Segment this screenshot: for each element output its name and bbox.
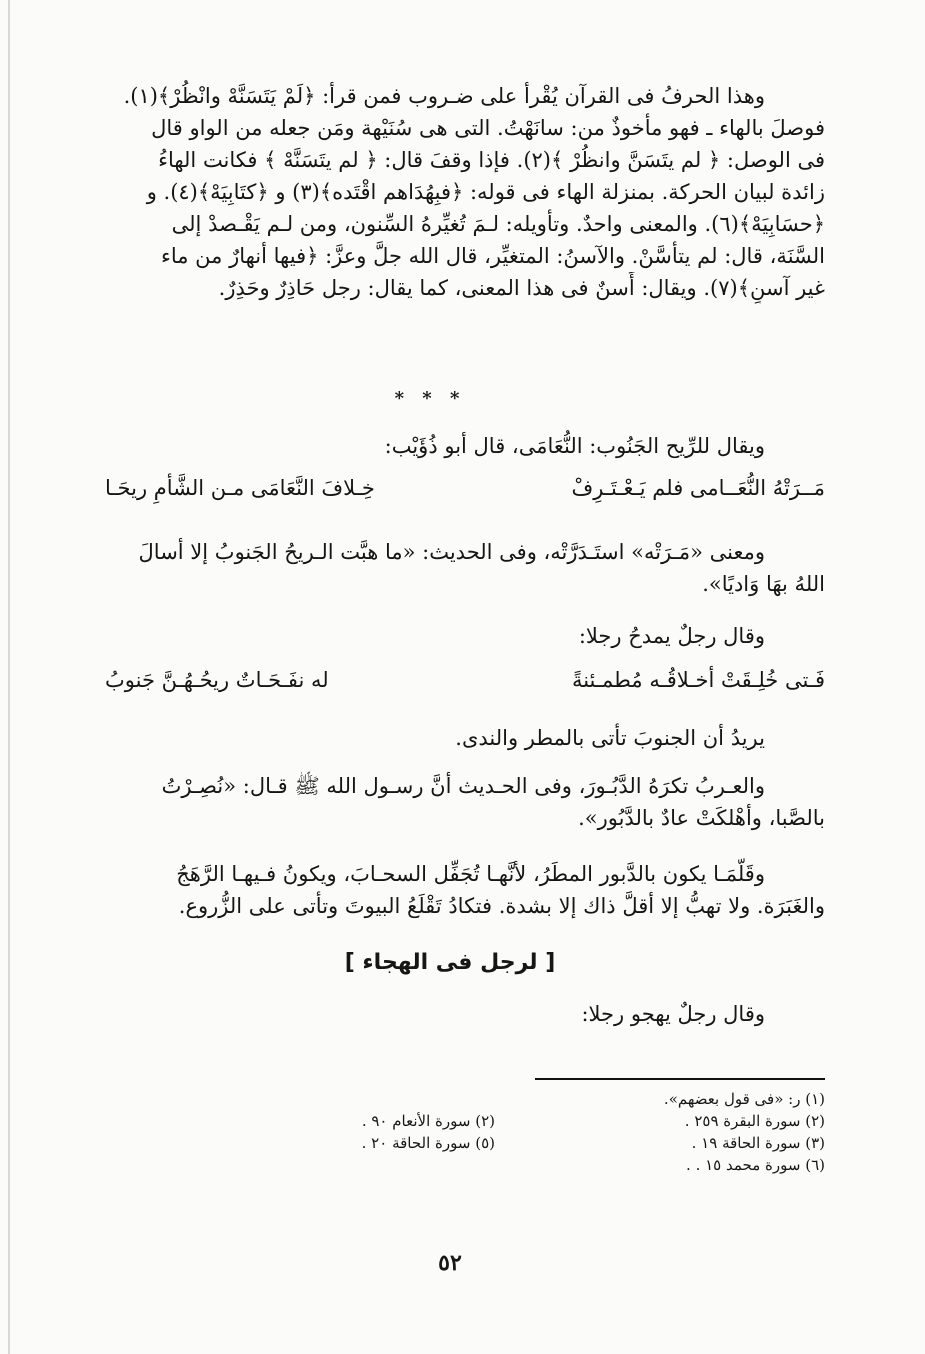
text-line: وقال رجلٌ يهجو رجلا: — [581, 1002, 765, 1026]
text-line: ومعنى «مَـرَتْه» استَـدَرَّتْه، وفى الحديث: «ما هبَّت الـريحُ الجَنوبُ إلا أسالَ — [138, 540, 765, 564]
verse-hemistich-first: فَـتى خُلِـقَتْ أخـلاقُـه مُطمـئنةً — [571, 668, 825, 692]
footnote: (٦) سورة محمد ١٥ . . — [686, 1156, 825, 1174]
footnote: (٢) سورة الأنعام ٩٠ . — [361, 1112, 495, 1130]
text-line: زائدة لبيان الحركة. بمنزلة الهاء فى قوله: ﴿فبِهُدَاهم اقْتَده﴾(٣) و ﴿كتَابِيَهْ﴾(٤). و — [146, 180, 825, 204]
verse-hemistich-second: خِـلافَ النَّعَامَى مـن الشَّأْمِ ريحَـا — [105, 476, 375, 500]
text-line: غير آسنٍ﴾(٧). ويقال: أَسنٌ فى هذا المعنى، كما يقال: رجل حَاذِرٌ وحَذِرٌ. — [218, 276, 825, 300]
paragraph-explain-2 — [105, 722, 825, 754]
text-line: اللهُ بهَا وَاديًا». — [702, 572, 825, 596]
text-line: والغَبَرَة. ولا تهبُّ إلا أقلَّ ذاك إلا بشدة. فتكادُ تَقْلَعُ البيوتَ وتأتى على الزُّروع. — [178, 894, 825, 918]
footnote: (١) ر: «فى قول بعضهم». — [663, 1090, 825, 1108]
paragraph-4 — [105, 858, 825, 922]
text-line: ﴿حسَابِيَهْ﴾(٦). والمعنى واحدٌ. وتأويله: لـمَ تُغيِّرهُ السِّنون، ومن لـم يَقْـصدْ إلى — [171, 212, 825, 236]
text-line: فوصلَ بالهاء ـ فهو مأخوذٌ من: سانَهْتُ. التى هى سُنَيْهة ومَن جعله من الواو قال — [151, 116, 825, 140]
footnote-rule — [535, 1078, 825, 1080]
text-line: والعـربُ تكرَهُ الدَّبُـورَ، وفى الحـديث أنَّ رسـول الله ﷺ قـال: «نُصِـرْتُ — [161, 774, 765, 798]
footnotes-right — [505, 1088, 825, 1176]
text-line: يريدُ أن الجنوبَ تأتى بالمطر والندى. — [455, 726, 765, 750]
verse-1 — [105, 472, 825, 504]
text-line: وقال رجلٌ يمدحُ رجلا: — [578, 624, 765, 648]
verse-2 — [105, 664, 825, 696]
text-line: السَّنَة، قال: لم يتأسَّنْ. والآسنُ: المتغيِّر، قال الله جلَّ وعزَّ: ﴿فيها أنهارٌ من ماء — [160, 244, 825, 268]
footnote: (٥) سورة الحاقة ٢٠ . — [361, 1134, 495, 1152]
section-heading: [ لرجل فى الهجاء ] — [344, 950, 556, 975]
section-separator: * * * — [394, 388, 466, 409]
verse-hemistich-second: له نفَـحَـاتٌ ريحُـهُـنَّ جَنوبُ — [105, 668, 329, 692]
text-line: فى الوصل: ﴿ لم يتَسَنَّ وانظُرْ ﴾(٢). فإذا وقفَ قال: ﴿ لم يتَسَنَّهْ ﴾ فكانت الهاءُ — [158, 148, 825, 172]
footnotes-left — [235, 1110, 495, 1154]
text-line: ويقال للرِّيح الجَنُوب: النُّعَامَى، قال أبو ذُؤَيْب: — [384, 434, 765, 458]
last-line — [105, 998, 825, 1030]
text-line: وهذا الحرفُ فى القرآن يُقْرأ على ضـروب فمن قرأ: ﴿لَمْ يَتَسَنَّهْ وانْظُرْ﴾(١). — [123, 84, 765, 108]
paragraph-3 — [105, 770, 825, 834]
footnote: (٢) سورة البقرة ٢٥٩ . — [684, 1112, 825, 1130]
text-line: بالصَّبا، وأهْلكَتْ عادٌ بالدَّبُور». — [578, 806, 825, 830]
paragraph-1 — [105, 80, 825, 304]
footnote: (٣) سورة الحاقة ١٩ . — [691, 1134, 825, 1152]
paragraph-explain — [105, 536, 825, 600]
intro-line — [105, 430, 825, 462]
text-line: وقَلَّمَـا يكون بالدَّبور المطَرُ، لأنَّهـا تُجَفِّل السحـابَ، ويكونُ فـيهـا الرَّهَجُ — [176, 862, 765, 886]
verse-hemistich-first: مَــرَتْهُ النُّعَــامى فلم يَـعْـتَـرِفْ — [571, 476, 825, 500]
page-number: ٥٢ — [438, 1250, 462, 1276]
intro-line-2 — [105, 620, 825, 652]
